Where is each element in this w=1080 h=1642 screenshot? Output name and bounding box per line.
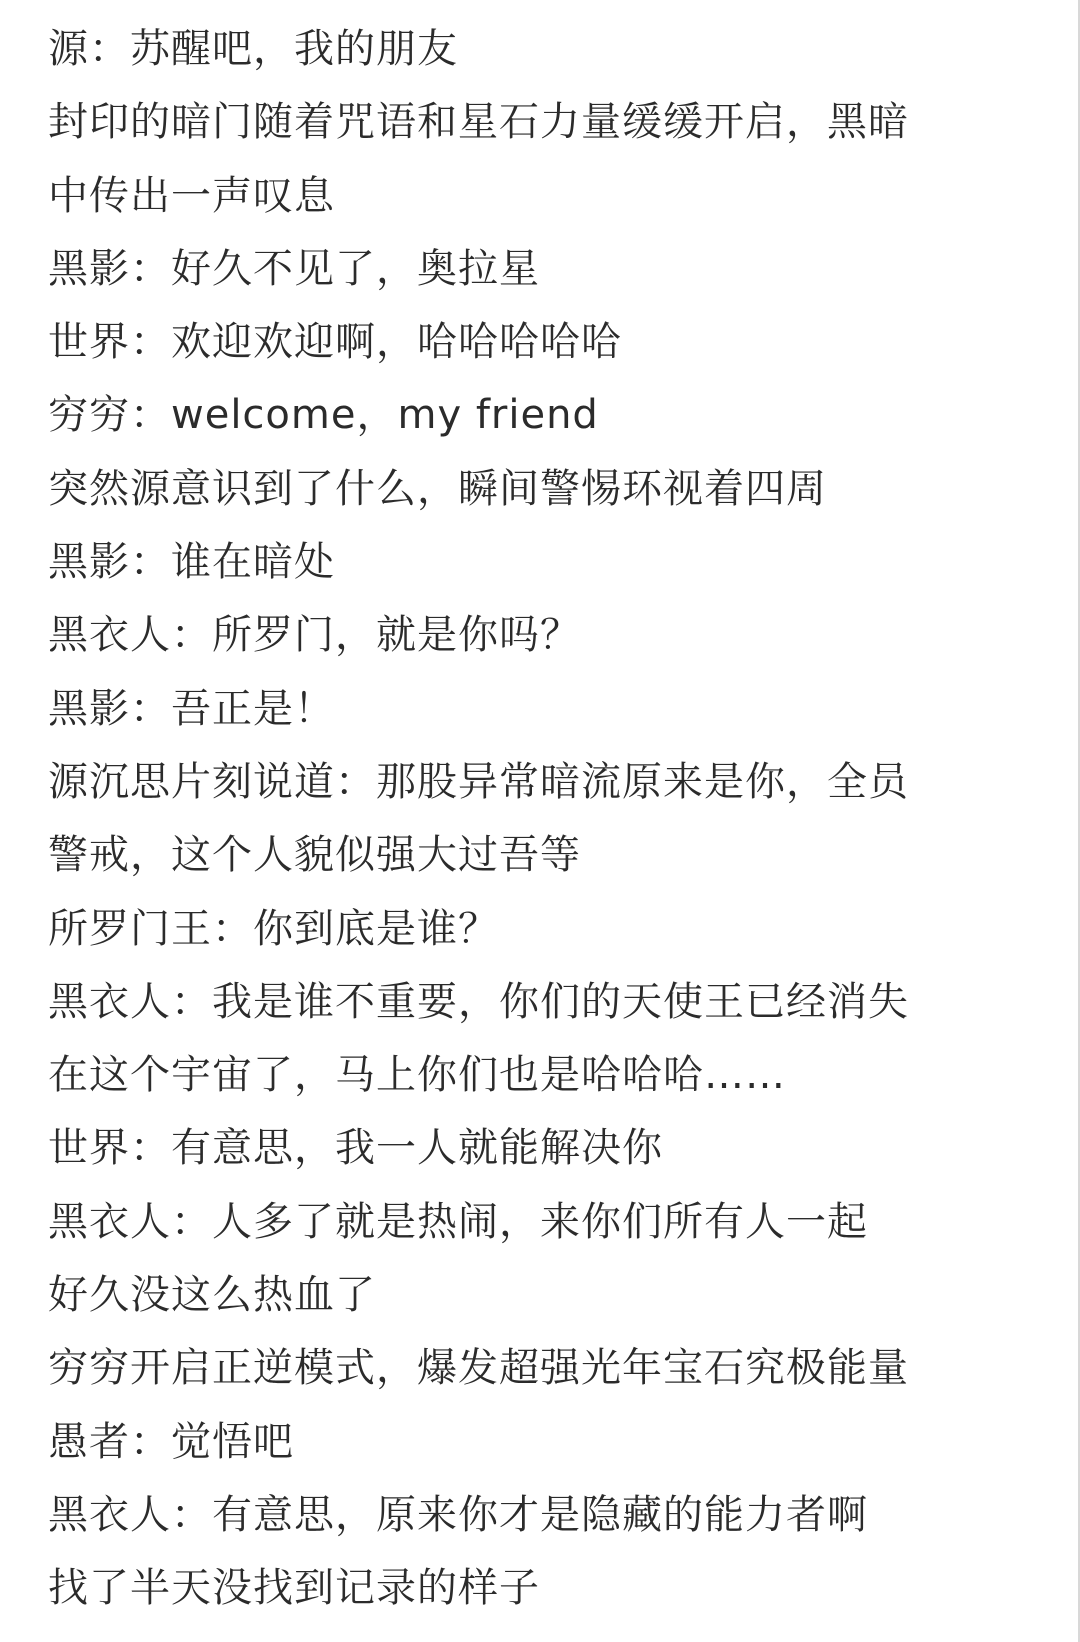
text-line: 源：苏醒吧，我的朋友 [48, 26, 458, 72]
text-line: 黑衣人：我是谁不重要，你们的天使王已经消失 [48, 978, 909, 1025]
text-line: 世界：有意思，我一人就能解决你 [48, 1125, 663, 1172]
text-line: 黑影：谁在暗处 [48, 539, 335, 586]
text-line: 黑影：好久不见了，奥拉星 [48, 245, 540, 292]
text-line: 愚者：觉悟吧 [48, 1418, 294, 1465]
text-line: 封印的暗门随着咒语和星石力量缓缓开启，黑暗 [48, 99, 909, 146]
text-line: 源沉思片刻说道：那股异常暗流原来是你，全员 [48, 758, 909, 805]
text-line: 黑影：吾正是！ [48, 685, 335, 732]
text-line: 好久没这么热血了 [48, 1272, 376, 1319]
text-line: 找了半天没找到记录的样子 [48, 1565, 540, 1612]
text-line: 穷穷：welcome，my friend [48, 392, 599, 439]
text-line: 黑衣人：人多了就是热闹，来你们所有人一起 [48, 1198, 868, 1245]
text-line: 中传出一声叹息 [48, 172, 335, 219]
story-text [48, 13, 1048, 1626]
text-line: 世界：欢迎欢迎啊，哈哈哈哈哈 [48, 319, 622, 366]
text-line: 突然源意识到了什么，瞬间警惕环视着四周 [48, 465, 827, 512]
text-line: 所罗门王：你到底是谁？ [48, 905, 499, 952]
text-line: 警戒，这个人貌似强大过吾等 [48, 832, 581, 879]
text-line: 在这个宇宙了，马上你们也是哈哈哈…… [48, 1052, 786, 1099]
text-line: 黑衣人：有意思，原来你才是隐藏的能力者啊 [48, 1491, 868, 1538]
text-line: 穷穷开启正逆模式，爆发超强光年宝石究极能量 [48, 1345, 909, 1392]
text-line: 黑衣人：所罗门，就是你吗？ [48, 612, 581, 659]
